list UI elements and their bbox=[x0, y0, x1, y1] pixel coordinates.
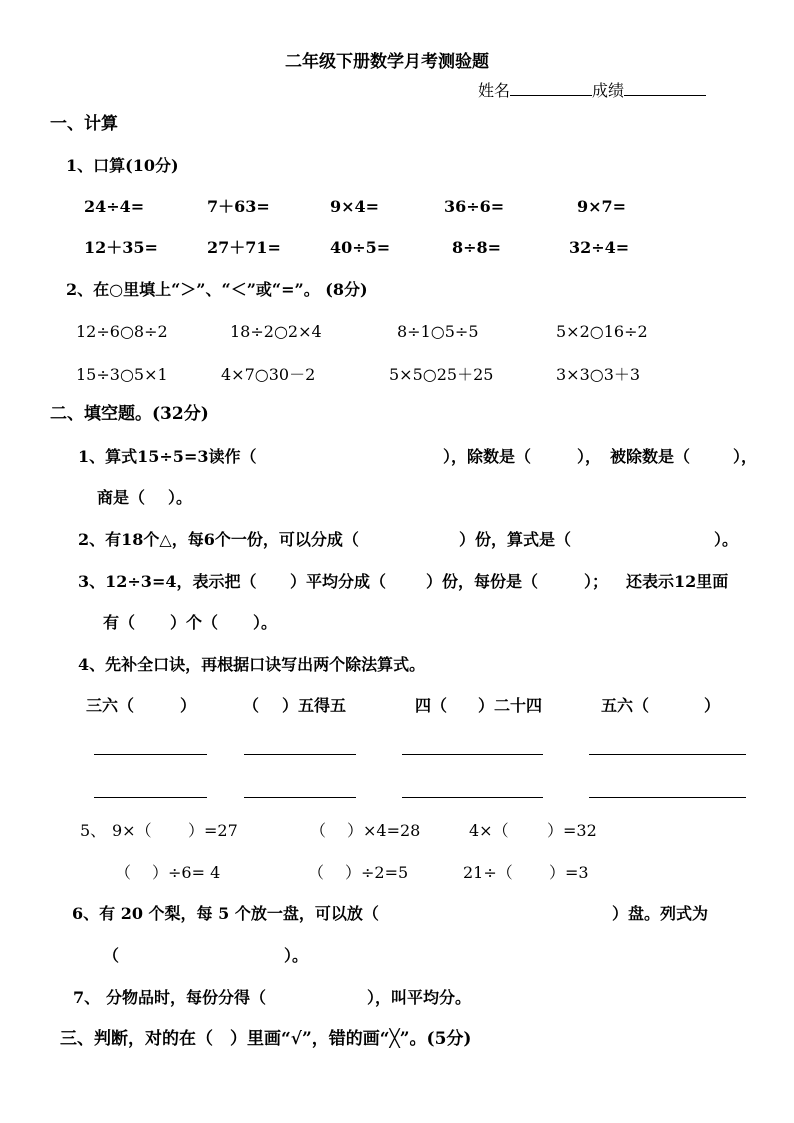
answer-line[interactable] bbox=[94, 754, 207, 755]
q2-4-item: ） bbox=[704, 696, 721, 715]
q2-6-text: ）。 bbox=[284, 946, 309, 965]
q2-5-item: 9×（ bbox=[112, 821, 152, 840]
q2-4-item: 五六（ bbox=[601, 696, 650, 715]
q2-5-item: ）=3 bbox=[549, 863, 589, 882]
q1-item: 27＋71= bbox=[207, 238, 281, 257]
q2-4-item: 四（ bbox=[415, 696, 448, 715]
q1-item: 9×4= bbox=[330, 197, 380, 216]
q1-item: 36÷6= bbox=[444, 197, 505, 216]
q2-5-item: ）÷6= 4 bbox=[152, 863, 221, 882]
q2-item: 5×5○25＋25 bbox=[389, 365, 494, 384]
q2-4-item: ） bbox=[180, 696, 197, 715]
q1-item: 40÷5= bbox=[330, 238, 391, 257]
q2-3-text: 有（ bbox=[103, 613, 136, 632]
q1-item: 9×7= bbox=[577, 197, 627, 216]
q2-3-text: ）。 bbox=[253, 613, 278, 632]
answer-line[interactable] bbox=[402, 797, 543, 798]
section-3-heading: 三、判断，对的在（ ）里画“√”，错的画“╳”。(5分) bbox=[60, 1029, 472, 1049]
q2-3-text: ）平均分成（ bbox=[290, 572, 387, 591]
q2-1-text: ），除数是（ bbox=[443, 447, 532, 466]
q2-1-text: 被除数是（ bbox=[610, 447, 691, 466]
q2-6-text: （ bbox=[103, 946, 120, 965]
section-2-heading: 二、填空题。(32分) bbox=[50, 404, 209, 424]
q2-1-text: 1、算式15÷5=3读作（ bbox=[78, 447, 257, 466]
q1-item: 8÷8= bbox=[452, 238, 502, 257]
answer-line[interactable] bbox=[589, 797, 746, 798]
q2-item: 3×3○3＋3 bbox=[556, 365, 641, 384]
q2-5-item: 21÷（ bbox=[463, 863, 513, 882]
q2-2-text: ）。 bbox=[714, 530, 739, 549]
q2-3-text: ）； bbox=[584, 572, 609, 591]
q2-7-text: 7、 bbox=[73, 988, 101, 1007]
q1-label: 1、口算(10分) bbox=[66, 156, 179, 175]
q2-6-text: ）盘。列式为 bbox=[612, 904, 709, 923]
q2-item: 12÷6○8÷2 bbox=[76, 322, 168, 341]
name-label: 姓名 bbox=[478, 81, 511, 100]
q2-2-text: 2、有18个△，每6个一份，可以分成（ bbox=[78, 530, 359, 549]
name-score-line bbox=[478, 80, 706, 101]
answer-line[interactable] bbox=[589, 754, 746, 755]
q2-6-text: 6、有 20 个梨，每 5 个放一盘，可以放（ bbox=[72, 904, 379, 923]
answer-line[interactable] bbox=[244, 754, 356, 755]
answer-line[interactable] bbox=[402, 754, 543, 755]
q2-1-text: ）， bbox=[577, 447, 602, 466]
q2-5-item: （ bbox=[115, 863, 132, 882]
q1-item: 24÷4= bbox=[84, 197, 145, 216]
q2-5-item: （ bbox=[310, 821, 327, 840]
q2-4-item: ）二十四 bbox=[478, 696, 543, 715]
q2-5-item: ）×4=28 bbox=[347, 821, 421, 840]
section-1-heading: 一、计算 bbox=[50, 114, 118, 134]
q2-4-item: 三六（ bbox=[86, 696, 135, 715]
q2-item: 18÷2○2×4 bbox=[230, 322, 322, 341]
q2-item: 8÷1○5÷5 bbox=[397, 322, 479, 341]
q1-item: 7＋63= bbox=[207, 197, 270, 216]
q2-1-text: ）， bbox=[733, 447, 758, 466]
q2-5-item: ）=32 bbox=[547, 821, 597, 840]
q2-3-text: 3、12÷3=4，表示把（ bbox=[78, 572, 257, 591]
q2-5-item: （ bbox=[308, 863, 325, 882]
q2-2-text: ）份，算式是（ bbox=[459, 530, 572, 549]
q2-5-item: ）=27 bbox=[188, 821, 238, 840]
q2-7-text: ），叫平均分。 bbox=[367, 988, 472, 1007]
q2-1-text: ）。 bbox=[168, 488, 193, 507]
name-blank[interactable] bbox=[510, 80, 592, 96]
q1-item: 12＋35= bbox=[84, 238, 158, 257]
q2-item: 5×2○16÷2 bbox=[556, 322, 648, 341]
answer-line[interactable] bbox=[94, 797, 207, 798]
q2-5-item: ）÷2=5 bbox=[345, 863, 409, 882]
q2-4-item: （ bbox=[243, 696, 260, 715]
q2-3-text: ）个（ bbox=[170, 613, 219, 632]
q2-3-text: ）份，每份是（ bbox=[426, 572, 539, 591]
q2-item: 15÷3○5×1 bbox=[76, 365, 168, 384]
q2-1-text: 商是（ bbox=[97, 488, 146, 507]
score-label: 成绩 bbox=[592, 81, 625, 100]
q2-5-item: 4×（ bbox=[469, 821, 509, 840]
q2-4-item: ）五得五 bbox=[282, 696, 347, 715]
score-blank[interactable] bbox=[624, 80, 706, 96]
q2-5-item: 5、 bbox=[80, 821, 107, 840]
q2-label: 2、在○里填上“＞”、“＜”或“=”。 (8分) bbox=[66, 280, 368, 299]
q2-7-text: 分物品时，每份分得（ bbox=[106, 988, 267, 1007]
q2-4-text: 4、先补全口诀，再根据口诀写出两个除法算式。 bbox=[78, 655, 426, 674]
answer-line[interactable] bbox=[244, 797, 356, 798]
q2-3-text: 还表示12里面 bbox=[626, 572, 729, 591]
q2-item: 4×7○30－2 bbox=[221, 365, 316, 384]
q1-item: 32÷4= bbox=[569, 238, 630, 257]
page-title: 二年级下册数学月考测验题 bbox=[285, 52, 489, 72]
